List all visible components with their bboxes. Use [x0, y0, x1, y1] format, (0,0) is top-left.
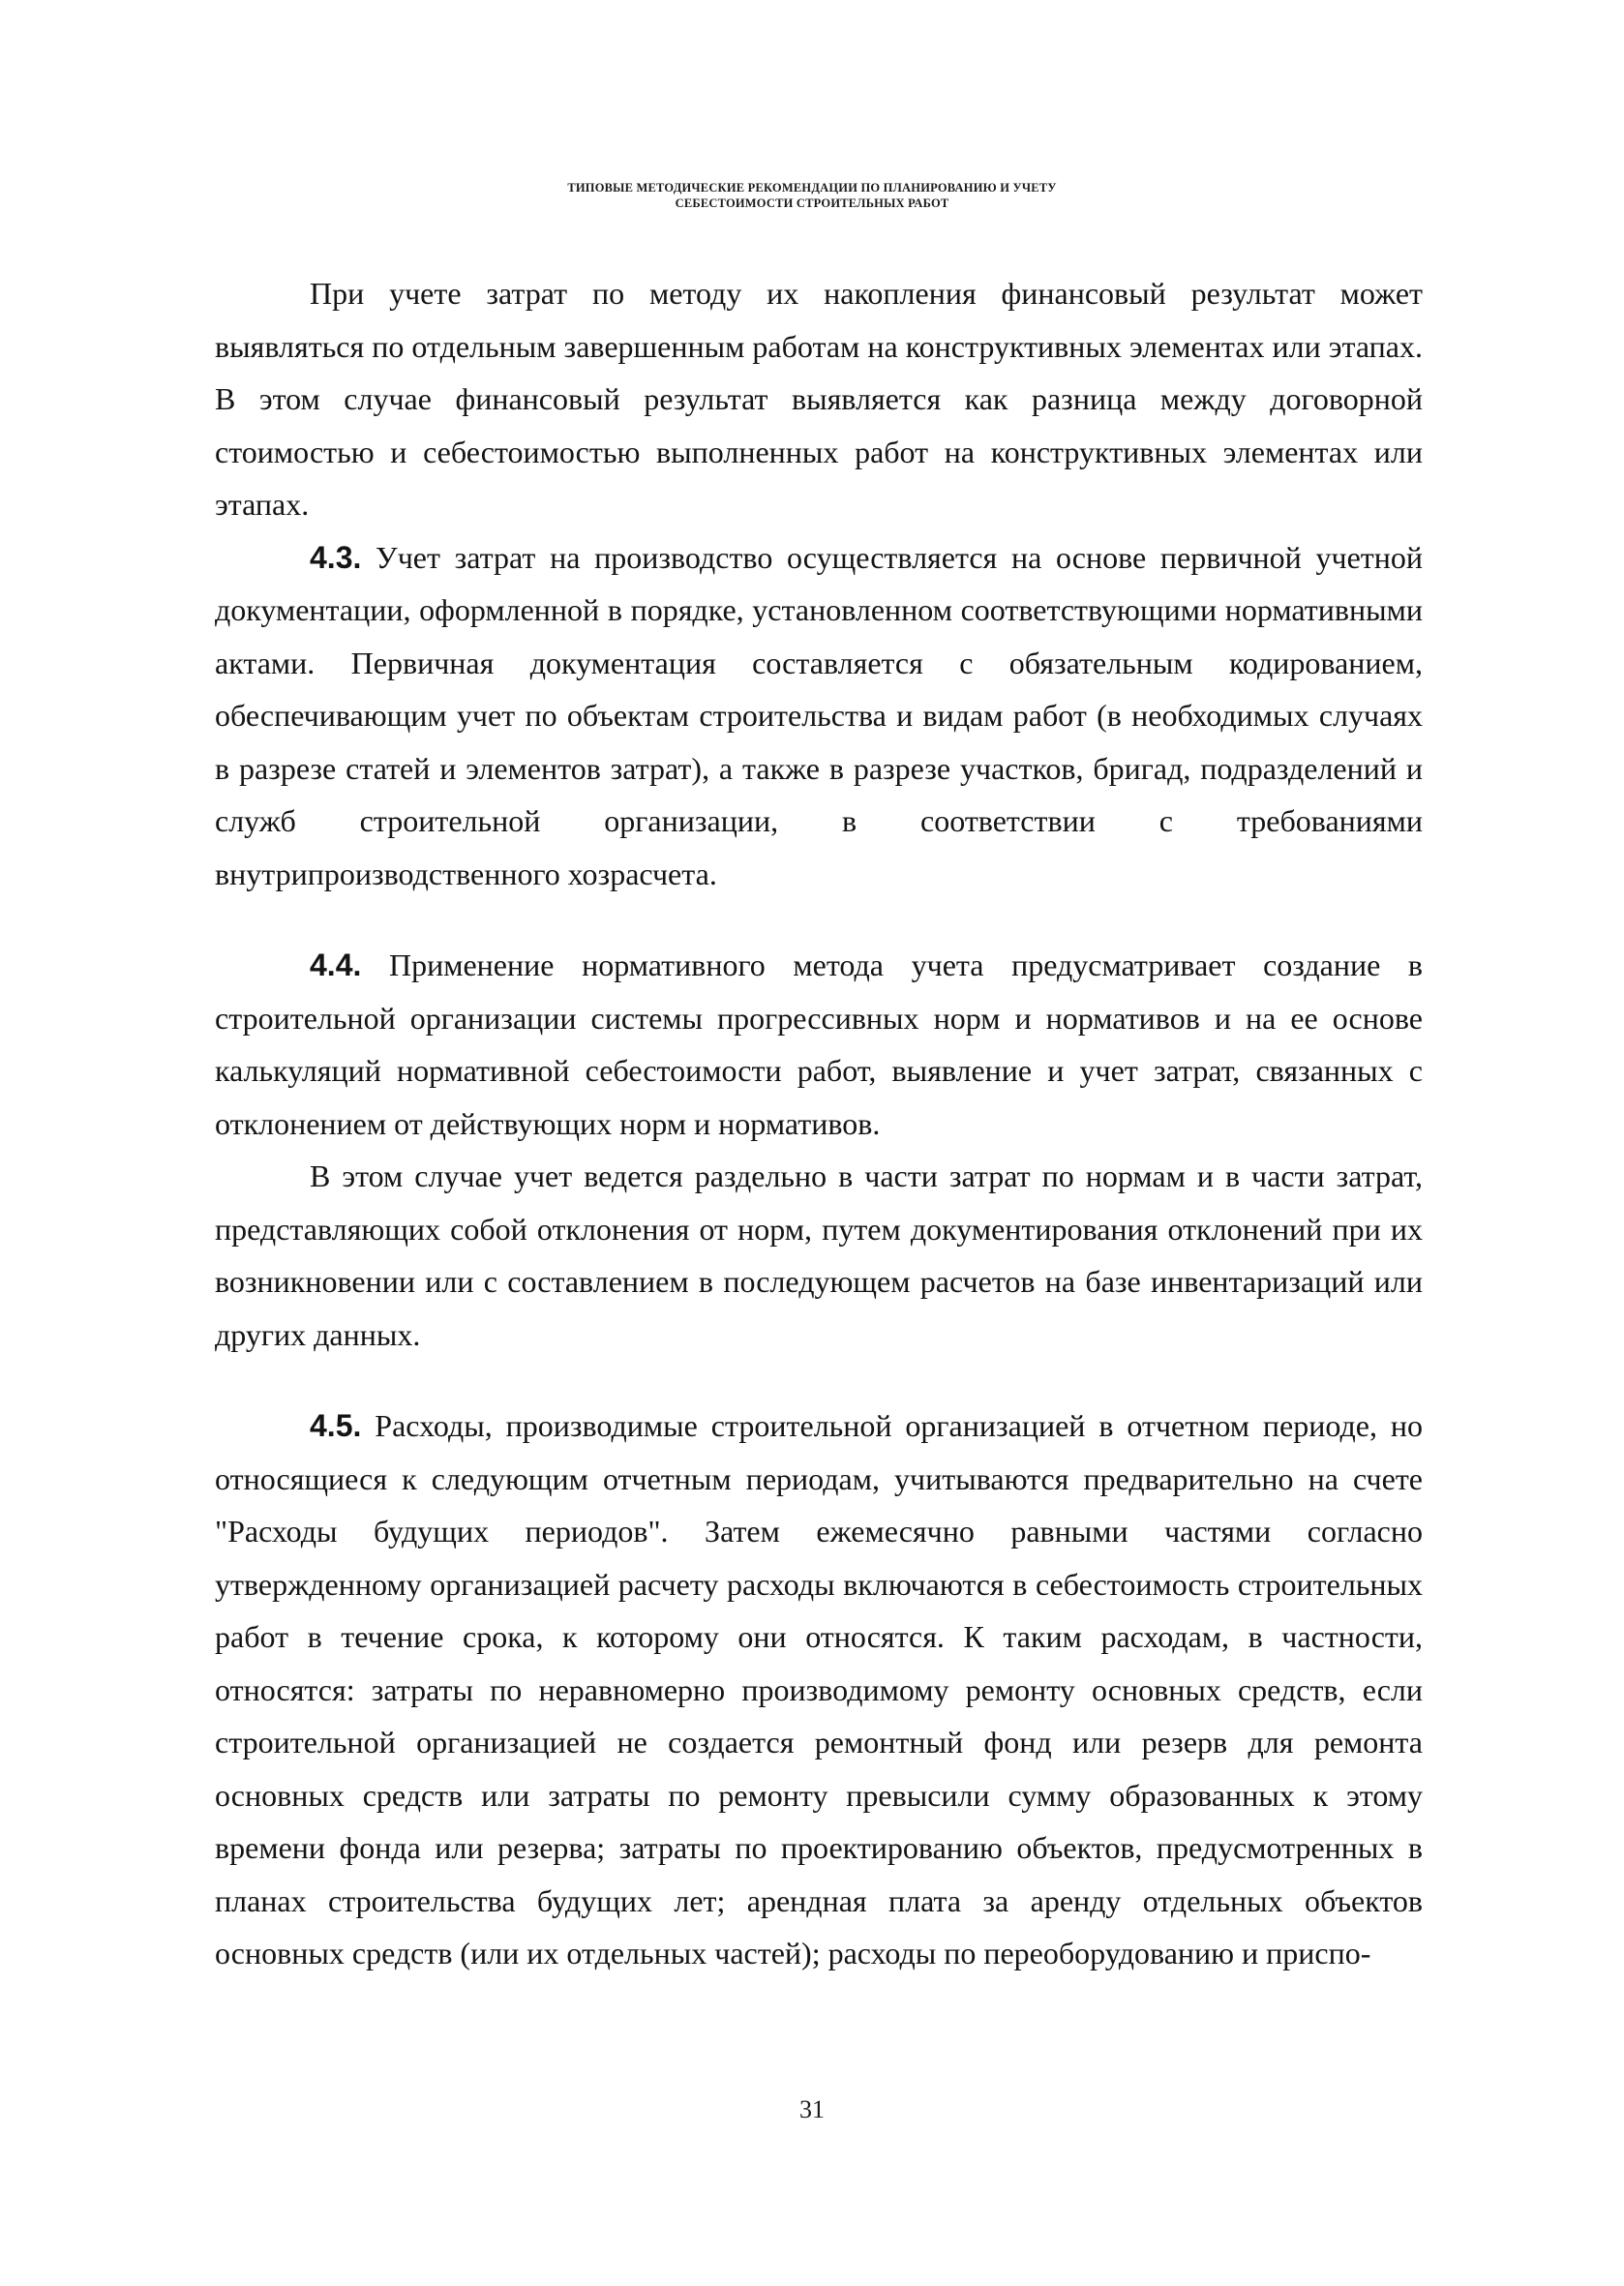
paragraph-gap — [215, 1361, 1423, 1399]
running-header-line-2: СЕБЕСТОИМОСТИ СТРОИТЕЛЬНЫХ РАБОТ — [675, 196, 949, 210]
section-number: 4.5. — [310, 1408, 362, 1443]
paragraph-section-4-5 — [215, 1399, 1423, 1980]
paragraph-section-4-3 — [215, 531, 1423, 901]
paragraph-financial-result — [215, 267, 1423, 531]
paragraph-text: Учет затрат на производство осуществляется на основе первичной учетной документации, оформленной в порядке, установленном соответствующими нормативными актами. Первичная документация составляется с обязательным кодированием, обеспечивающим учет по объектам строительства и видам работ (в необходимых случаях в разрезе статей и элементов затрат), а также в разрезе участков, бригад, подразделений и служб строительной организации, в соответствии с требованиями внутрипроизводственного хозрасчета. — [215, 539, 1423, 891]
paragraph-text: При учете затрат по методу их накопления финансовый результат может выявляться по отдельным завершенным работам на конструктивных элементах или этапах. В этом случае финансовый результат выявляется как разница между договорной стоимостью и себестоимостью выполненных работ на конструктивных элементах или этапах. — [215, 276, 1423, 522]
paragraph-section-4-4 — [215, 939, 1423, 1150]
paragraph-gap — [215, 900, 1423, 939]
running-header — [0, 180, 1624, 211]
paragraph-text: В этом случае учет ведется раздельно в части затрат по нормам и в части затрат, представляющих собой отклонения от норм, путем документирования отклонений при их возникновении или с составлением в последующем расчетов на базе инвентаризаций или других данных. — [215, 1158, 1423, 1352]
paragraph-deviation-accounting — [215, 1150, 1423, 1361]
section-number: 4.3. — [310, 539, 362, 575]
document-body — [215, 267, 1423, 1980]
page-number: 31 — [799, 2095, 825, 2123]
paragraph-text: Расходы, производимые строительной организацией в отчетном периоде, но относящиеся к следующим отчетным периодам, учитываются предварительно на счете "Расходы будущих периодов". Затем ежемесячно равными частями согласно утвержденному организацией расчету расходы включаются в себестоимость строительных работ в течение срока, к которому они относятся. К таким расходам, в частности, относятся: затраты по неравномерно производимому ремонту основных средств, если строительной организацией не создается ремонтный фонд или резерв для ремонта основных средств или затраты по ремонту превысили сумму образованных к этому времени фонда или резерва; затраты по проектированию объектов, предусмотренных в планах строительства будущих лет; арендная плата за аренду отдельных объектов основных средств (или их отдельных частей); расходы по переоборудованию и приспо- — [215, 1408, 1423, 1970]
section-number: 4.4. — [310, 947, 362, 982]
paragraph-text: Применение нормативного метода учета предусматривает создание в строительной организации системы прогрессивных норм и нормативов и на ее основе калькуляций нормативной себестоимости работ, выявление и учет затрат, связанных с отклонением от действующих норм и нормативов. — [215, 947, 1423, 1141]
running-header-line-1: ТИПОВЫЕ МЕТОДИЧЕСКИЕ РЕКОМЕНДАЦИИ ПО ПЛАНИРОВАНИЮ И УЧЕТУ — [567, 181, 1057, 195]
